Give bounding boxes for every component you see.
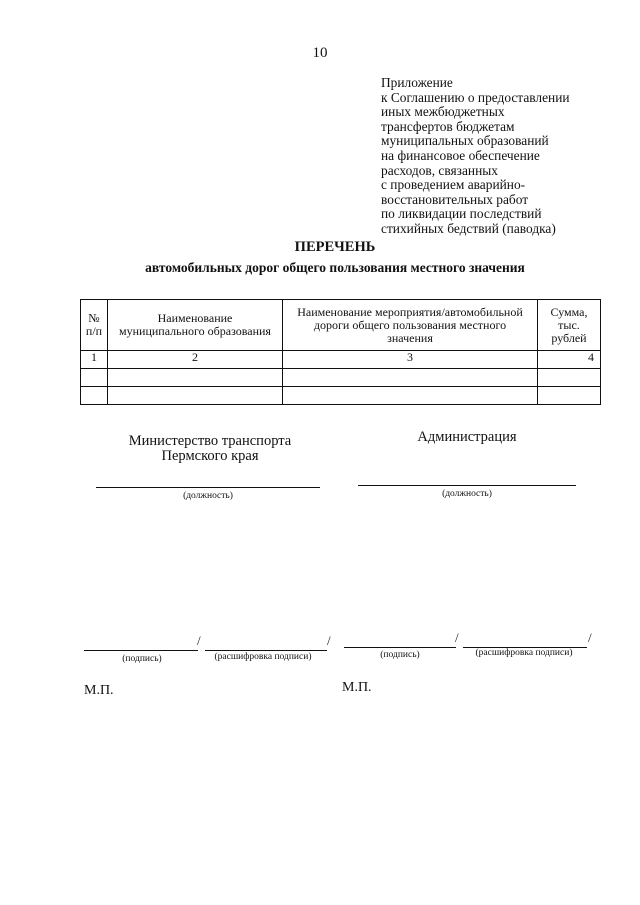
- table-cell[interactable]: [81, 387, 108, 405]
- appendix-line: с проведением аварийно-: [381, 177, 526, 193]
- left-party-name: [95, 434, 325, 464]
- appendix-line: Приложение: [381, 75, 453, 90]
- left-signature-caption: (подпись): [122, 654, 162, 664]
- table-number-row: [81, 351, 601, 369]
- column-number: 1: [81, 351, 108, 369]
- appendix-line: расходов, связанных: [381, 162, 498, 178]
- party-name-line: Администрация: [417, 429, 517, 445]
- table-row: [81, 387, 601, 405]
- header-text: №: [88, 311, 100, 325]
- right-signature-caption: (подпись): [380, 650, 420, 660]
- table-header-row: [81, 300, 601, 351]
- appendix-line: муниципальных образований: [381, 133, 549, 149]
- left-decoding-slash: /: [327, 633, 331, 648]
- appendix-line: иных межбюджетных: [381, 104, 505, 120]
- appendix-line: трансфертов бюджетам: [381, 118, 515, 134]
- header-cell-amount: [538, 300, 601, 351]
- column-number: 2: [108, 351, 283, 369]
- roads-table: [80, 299, 601, 405]
- column-number: 3: [283, 351, 538, 369]
- table-cell[interactable]: [538, 387, 601, 405]
- appendix-line: стихийных бедствий (паводка): [381, 220, 556, 236]
- header-cell-road: [283, 300, 538, 351]
- header-text: значения: [387, 330, 433, 345]
- left-position-caption: (должность): [183, 491, 233, 501]
- left-seal-label: М.П.: [84, 683, 114, 698]
- appendix-line: по ликвидации последствий: [381, 206, 542, 222]
- right-position-caption: (должность): [442, 489, 492, 499]
- table-cell[interactable]: [283, 387, 538, 405]
- table-row: [81, 369, 601, 387]
- right-decoding-slash: /: [588, 630, 592, 645]
- document-title: ПЕРЕЧЕНЬ: [294, 239, 376, 255]
- appendix-line: к Соглашению о предоставлении: [381, 89, 570, 105]
- right-position-line[interactable]: [358, 485, 576, 486]
- header-text: Наименование мероприятия/автомобильной: [297, 304, 523, 319]
- left-decoding-caption: (расшифровка подписи): [214, 652, 312, 662]
- header-text: рублей: [551, 330, 587, 345]
- header-cell-number: [81, 300, 108, 351]
- left-signature-line[interactable]: [84, 650, 198, 651]
- left-position-line[interactable]: [96, 487, 320, 488]
- table-cell[interactable]: [81, 369, 108, 387]
- right-decoding-caption: (расшифровка подписи): [475, 648, 573, 658]
- header-text: дороги общего пользования местного: [313, 317, 507, 332]
- table-cell[interactable]: [108, 387, 283, 405]
- column-number: 4: [538, 351, 601, 369]
- appendix-line: на финансовое обеспечение: [381, 147, 540, 163]
- left-signature-slash: /: [197, 633, 201, 648]
- appendix-line: восстановительных работ: [381, 191, 529, 207]
- header-text: Сумма,: [550, 304, 588, 319]
- left-decoding-line[interactable]: [205, 650, 327, 651]
- table-cell[interactable]: [538, 369, 601, 387]
- party-name-line: Министерство транспорта: [128, 433, 292, 449]
- header-text: п/п: [85, 324, 103, 338]
- right-seal-label: М.П.: [342, 680, 372, 695]
- party-name-line: Пермского края: [161, 448, 259, 464]
- header-text: тыс.: [558, 317, 580, 332]
- table-cell[interactable]: [283, 369, 538, 387]
- header-text: Наименование: [157, 311, 233, 325]
- table-cell[interactable]: [108, 369, 283, 387]
- right-signature-line[interactable]: [344, 647, 456, 648]
- header-text: муниципального образования: [119, 324, 271, 338]
- right-party-name: [358, 430, 576, 445]
- header-cell-municipality: [108, 300, 283, 351]
- document-subtitle: автомобильных дорог общего пользования местного значения: [145, 260, 525, 275]
- right-signature-slash: /: [455, 630, 459, 645]
- appendix-note: [381, 76, 570, 237]
- page-number: 10: [312, 45, 328, 61]
